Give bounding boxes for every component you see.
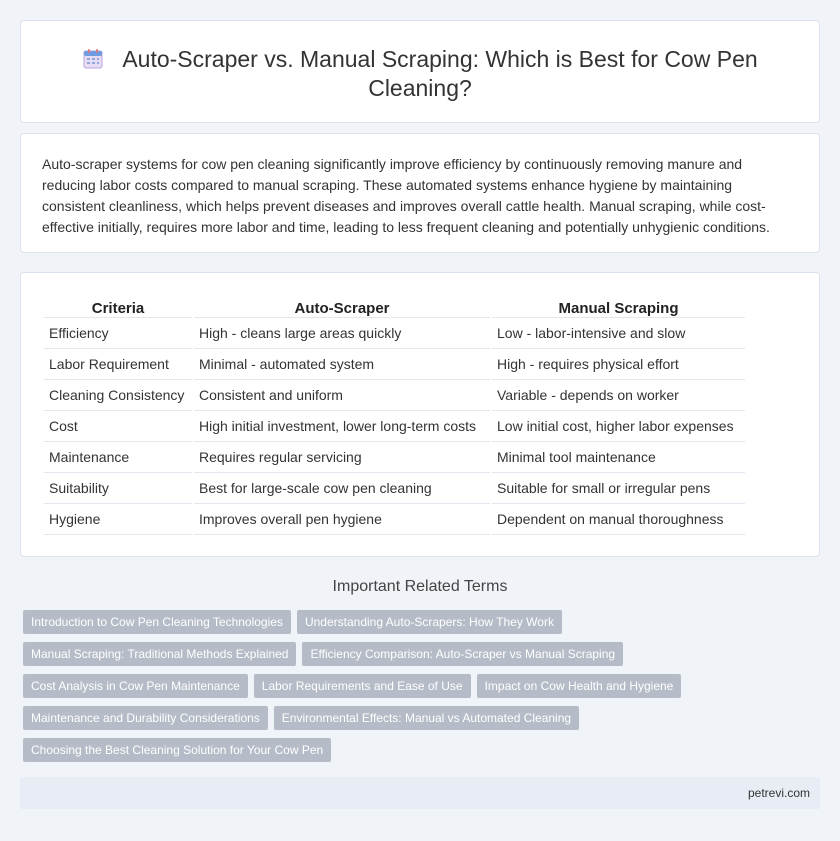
footer-site-link[interactable]: petrevi.com xyxy=(747,786,810,800)
related-term-tag[interactable]: Introduction to Cow Pen Cleaning Technologies xyxy=(23,610,291,634)
table-cell: Suitability xyxy=(44,473,192,504)
table-cell: Low - labor-intensive and slow xyxy=(492,318,745,349)
table-cell: Cleaning Consistency xyxy=(44,380,192,411)
table-cell: Low initial cost, higher labor expenses xyxy=(492,411,745,442)
related-term-tag[interactable]: Labor Requirements and Ease of Use xyxy=(254,674,471,698)
related-term-tag[interactable]: Environmental Effects: Manual vs Automated Cleaning xyxy=(274,706,579,730)
related-terms-list xyxy=(23,610,803,762)
related-term-tag[interactable]: Manual Scraping: Traditional Methods Explained xyxy=(23,642,296,666)
table-row xyxy=(44,380,745,411)
table-cell: Dependent on manual thoroughness xyxy=(492,504,745,535)
comparison-table-card xyxy=(20,272,820,557)
table-cell: High initial investment, lower long-term costs xyxy=(194,411,490,442)
related-term-tag[interactable]: Cost Analysis in Cow Pen Maintenance xyxy=(23,674,248,698)
table-cell: High - cleans large areas quickly xyxy=(194,318,490,349)
table-cell: Variable - depends on worker xyxy=(492,380,745,411)
table-header-row xyxy=(44,295,745,318)
table-cell: Maintenance xyxy=(44,442,192,473)
table-cell: Improves overall pen hygiene xyxy=(194,504,490,535)
related-term-tag[interactable]: Efficiency Comparison: Auto-Scraper vs Manual Scraping xyxy=(302,642,623,666)
table-cell: Labor Requirement xyxy=(44,349,192,380)
related-term-tag[interactable]: Maintenance and Durability Considerations xyxy=(23,706,268,730)
page-title: Auto-Scraper vs. Manual Scraping: Which is Best for Cow Pen Cleaning? xyxy=(122,46,758,101)
table-row xyxy=(44,318,745,349)
intro-card xyxy=(20,133,820,253)
table-row xyxy=(44,442,745,473)
calendar-icon xyxy=(82,48,104,70)
footer xyxy=(20,777,820,809)
header-auto-scraper: Auto-Scraper xyxy=(194,295,490,318)
table-cell: Requires regular servicing xyxy=(194,442,490,473)
title-card xyxy=(20,20,820,123)
table-cell: Efficiency xyxy=(44,318,192,349)
comparison-table xyxy=(42,295,747,535)
related-terms-heading: Important Related Terms xyxy=(332,578,508,595)
table-row xyxy=(44,411,745,442)
page-title-wrap xyxy=(21,45,819,103)
table-cell: Minimal tool maintenance xyxy=(492,442,745,473)
table-row xyxy=(44,349,745,380)
table-cell: Minimal - automated system xyxy=(194,349,490,380)
table-row xyxy=(44,473,745,504)
table-cell: Hygiene xyxy=(44,504,192,535)
table-row xyxy=(44,504,745,535)
related-term-tag[interactable]: Impact on Cow Health and Hygiene xyxy=(477,674,682,698)
table-cell: Cost xyxy=(44,411,192,442)
header-manual-scraping: Manual Scraping xyxy=(492,295,745,318)
table-cell: High - requires physical effort xyxy=(492,349,745,380)
intro-text: Auto-scraper systems for cow pen cleaning significantly improve efficiency by continuously removing manure and reducing labor costs compared to manual scraping. These automated systems enhance hygiene by maintaining consistent cleanliness, which helps prevent diseases and improves overall cattle health. Manual scraping, while cost-effective initially, requires more labor and time, leading to less frequent cleaning and potentially unhygienic conditions. xyxy=(42,156,770,235)
table-cell: Consistent and uniform xyxy=(194,380,490,411)
table-cell: Best for large-scale cow pen cleaning xyxy=(194,473,490,504)
related-term-tag[interactable]: Understanding Auto-Scrapers: How They Work xyxy=(297,610,562,634)
table-cell: Suitable for small or irregular pens xyxy=(492,473,745,504)
header-criteria: Criteria xyxy=(44,295,192,318)
related-term-tag[interactable]: Choosing the Best Cleaning Solution for Your Cow Pen xyxy=(23,738,331,762)
